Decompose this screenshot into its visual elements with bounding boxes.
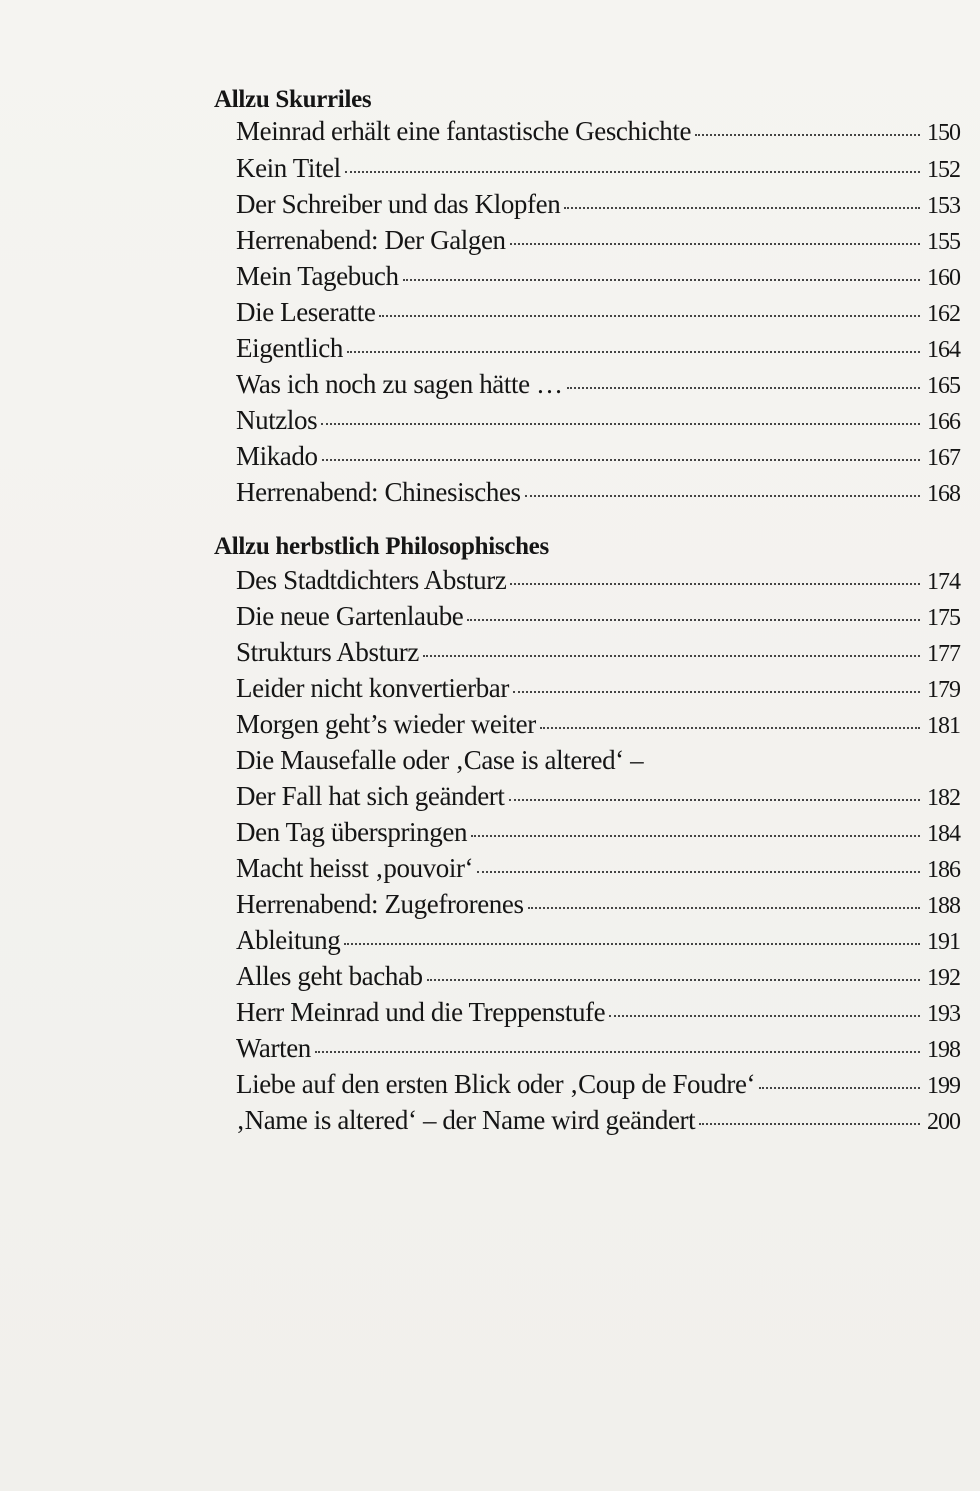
leader-dots: [528, 906, 920, 909]
leader-dots: [345, 170, 920, 173]
leader-dots: [467, 618, 920, 621]
entry-title: Morgen geht’s wieder weiter: [236, 709, 536, 739]
entry-page-number: 184: [927, 821, 960, 847]
entry-page-number: 174: [927, 569, 960, 595]
entry-page-number: 191: [927, 929, 960, 955]
entry-page-number: 175: [927, 605, 960, 631]
entry-title: Die Leseratte: [236, 297, 376, 327]
leader-dots: [647, 764, 920, 765]
entry-title: Leider nicht konvertierbar: [236, 673, 509, 703]
entry-title: Mikado: [236, 441, 318, 471]
toc-entry: [236, 1033, 960, 1069]
entry-page-number: 160: [927, 265, 960, 291]
toc-entry: [236, 889, 960, 925]
leader-dots: [609, 1014, 920, 1017]
toc-entry: [236, 297, 960, 333]
leader-dots: [427, 978, 920, 981]
entry-title: Macht heisst ‚pouvoir‘: [236, 853, 474, 883]
toc-entry: [236, 1105, 960, 1141]
toc-entry: [236, 1069, 960, 1105]
entry-title: Herrenabend: Chinesisches: [236, 477, 521, 507]
section-title: Allzu Skurriles: [214, 86, 372, 113]
entry-title: Kein Titel: [236, 153, 341, 183]
toc-entry: [236, 673, 960, 709]
leader-dots: [344, 942, 920, 945]
entry-page-number: 199: [927, 1073, 960, 1099]
entry-page-number: 162: [927, 301, 960, 327]
leader-dots: [509, 798, 921, 801]
leader-dots: [525, 494, 920, 497]
toc-entry: [236, 997, 960, 1033]
toc-entry: [236, 369, 960, 405]
leader-dots: [347, 350, 920, 353]
entry-title: Der Schreiber und das Klopfen: [236, 189, 561, 219]
toc-entry: [236, 709, 960, 745]
toc-entry: [236, 565, 960, 601]
entry-title: Die neue Gartenlaube: [236, 601, 464, 631]
entry-title: Mein Tagebuch: [236, 261, 399, 291]
entry-page-number: 193: [927, 1001, 960, 1027]
entry-title: Was ich noch zu sagen hätte …: [236, 369, 563, 399]
toc-entry: [236, 225, 960, 261]
toc-entry: [236, 745, 960, 781]
entry-title: ‚Name is altered‘ – der Name wird geändert: [236, 1105, 696, 1135]
entry-page-number: 182: [927, 785, 960, 811]
entry-page-number: 164: [927, 337, 960, 363]
toc-entry: [236, 153, 960, 189]
entry-page-number: 153: [927, 193, 960, 219]
entry-title: Herrenabend: Zugefrorenes: [236, 889, 524, 919]
entry-title: Liebe auf den ersten Blick oder ‚Coup de Foudre‘: [236, 1069, 756, 1099]
entry-page-number: 179: [927, 677, 960, 703]
entry-page-number: 192: [927, 965, 960, 991]
entry-page-number: 166: [927, 409, 960, 435]
entry-title: Warten: [236, 1033, 311, 1063]
entry-title: Alles geht bachab: [236, 961, 423, 991]
toc-entry: [236, 817, 960, 853]
toc-entry: [236, 853, 960, 889]
toc-entry: [236, 441, 960, 477]
entry-title: Herr Meinrad und die Treppenstufe: [236, 997, 606, 1027]
leader-dots: [379, 314, 920, 317]
toc-entry: [236, 961, 960, 997]
entry-page-number: 177: [927, 641, 960, 667]
entry-title: Die Mausefalle oder ‚Case is altered‘ –: [236, 745, 644, 775]
leader-dots: [540, 726, 920, 729]
leader-dots: [477, 870, 920, 873]
entry-page-number: 181: [927, 713, 960, 739]
toc-entry: [236, 781, 960, 817]
section-title: Allzu herbstlich Philosophisches: [214, 533, 549, 560]
entry-title: Eigentlich: [236, 333, 343, 363]
leader-dots: [564, 206, 920, 209]
leader-dots: [315, 1050, 920, 1053]
toc-entry: [236, 637, 960, 673]
entry-page-number: 198: [927, 1037, 960, 1063]
entry-title: Meinrad erhält eine fantastische Geschichte: [236, 116, 692, 146]
entry-page-number: 168: [927, 481, 960, 507]
toc-entry: [236, 925, 960, 961]
toc-entry: [236, 333, 960, 369]
toc-entry: [236, 601, 960, 637]
leader-dots: [695, 133, 920, 136]
entry-page-number: 186: [927, 857, 960, 883]
leader-dots: [423, 654, 920, 657]
toc-entry: [236, 477, 960, 513]
entry-page-number: 150: [927, 120, 960, 146]
leader-dots: [471, 834, 920, 837]
entry-title: Den Tag überspringen: [236, 817, 468, 847]
toc-entry: [236, 261, 960, 297]
leader-dots: [513, 690, 920, 693]
entry-page-number: 152: [927, 157, 960, 183]
leader-dots: [699, 1122, 920, 1125]
entry-title: Strukturs Absturz: [236, 637, 419, 667]
leader-dots: [567, 386, 920, 389]
entry-title: Der Fall hat sich geändert: [236, 781, 505, 811]
entry-page-number: 165: [927, 373, 960, 399]
entry-title: Nutzlos: [236, 405, 318, 435]
entry-page-number: 200: [927, 1109, 960, 1135]
toc-entry: [236, 116, 960, 152]
toc-entry: [236, 189, 960, 225]
leader-dots: [322, 458, 920, 461]
leader-dots: [759, 1086, 920, 1089]
leader-dots: [510, 242, 920, 245]
leader-dots: [510, 582, 920, 585]
entry-page-number: 188: [927, 893, 960, 919]
entry-page-number: 155: [927, 229, 960, 255]
entry-page-number: 167: [927, 445, 960, 471]
leader-dots: [321, 422, 920, 425]
entry-title: Des Stadtdichters Absturz: [236, 565, 507, 595]
entry-title: Ableitung: [236, 925, 341, 955]
toc-entry: [236, 405, 960, 441]
leader-dots: [403, 278, 920, 281]
entry-title: Herrenabend: Der Galgen: [236, 225, 506, 255]
